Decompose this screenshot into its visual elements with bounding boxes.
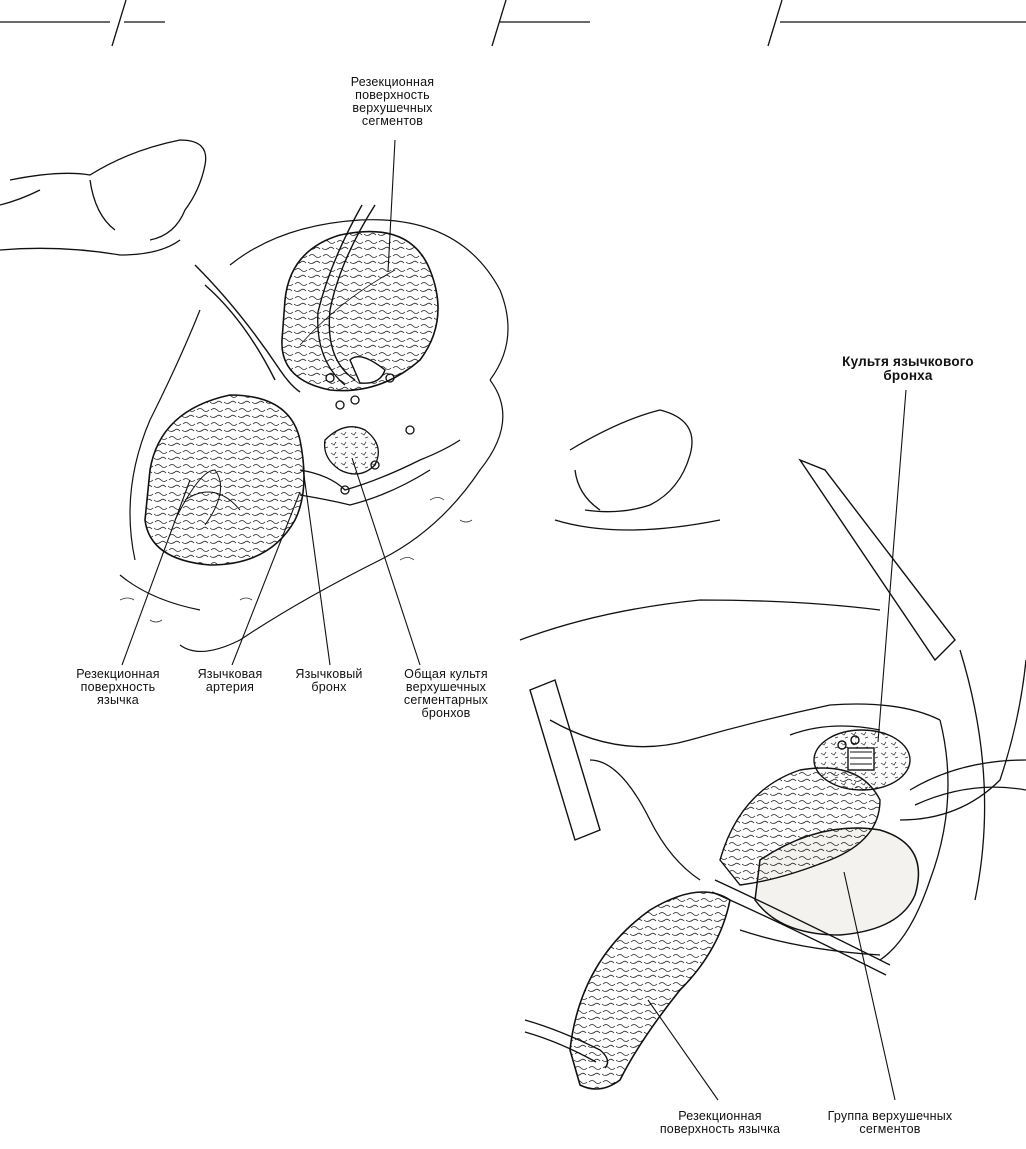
bronchus-stump	[300, 374, 460, 505]
label-lingular-bronchus: Язычковый бронх	[295, 667, 363, 694]
right-figure	[520, 390, 1026, 1100]
header-rules	[0, 0, 1026, 46]
lingular-bronchus-stump	[814, 730, 910, 790]
label-common-stump: Общая культя верхушечных сегментарных бронхов	[403, 667, 489, 720]
label-right-lingula-resection-surface: Резекционная поверхность язычка	[659, 1109, 781, 1136]
lingula-resection-surface	[145, 395, 304, 565]
label-lingula-resection-surface: Резекционная поверхность язычка	[76, 667, 160, 707]
right-hand-outline	[520, 410, 880, 640]
label-apical-resection-surface: Резекционная поверхность верхушечных сегментов	[350, 75, 435, 128]
label-lingular-artery: Язычковая артерия	[197, 667, 263, 694]
label-lingular-bronchus-stump: Культя язычкового бронха	[842, 354, 974, 383]
left-figure	[0, 140, 508, 665]
retractor-hand	[0, 140, 206, 255]
lingula-lobe	[570, 892, 730, 1089]
label-apical-segments-group: Группа верхушечных сегментов	[827, 1109, 953, 1136]
